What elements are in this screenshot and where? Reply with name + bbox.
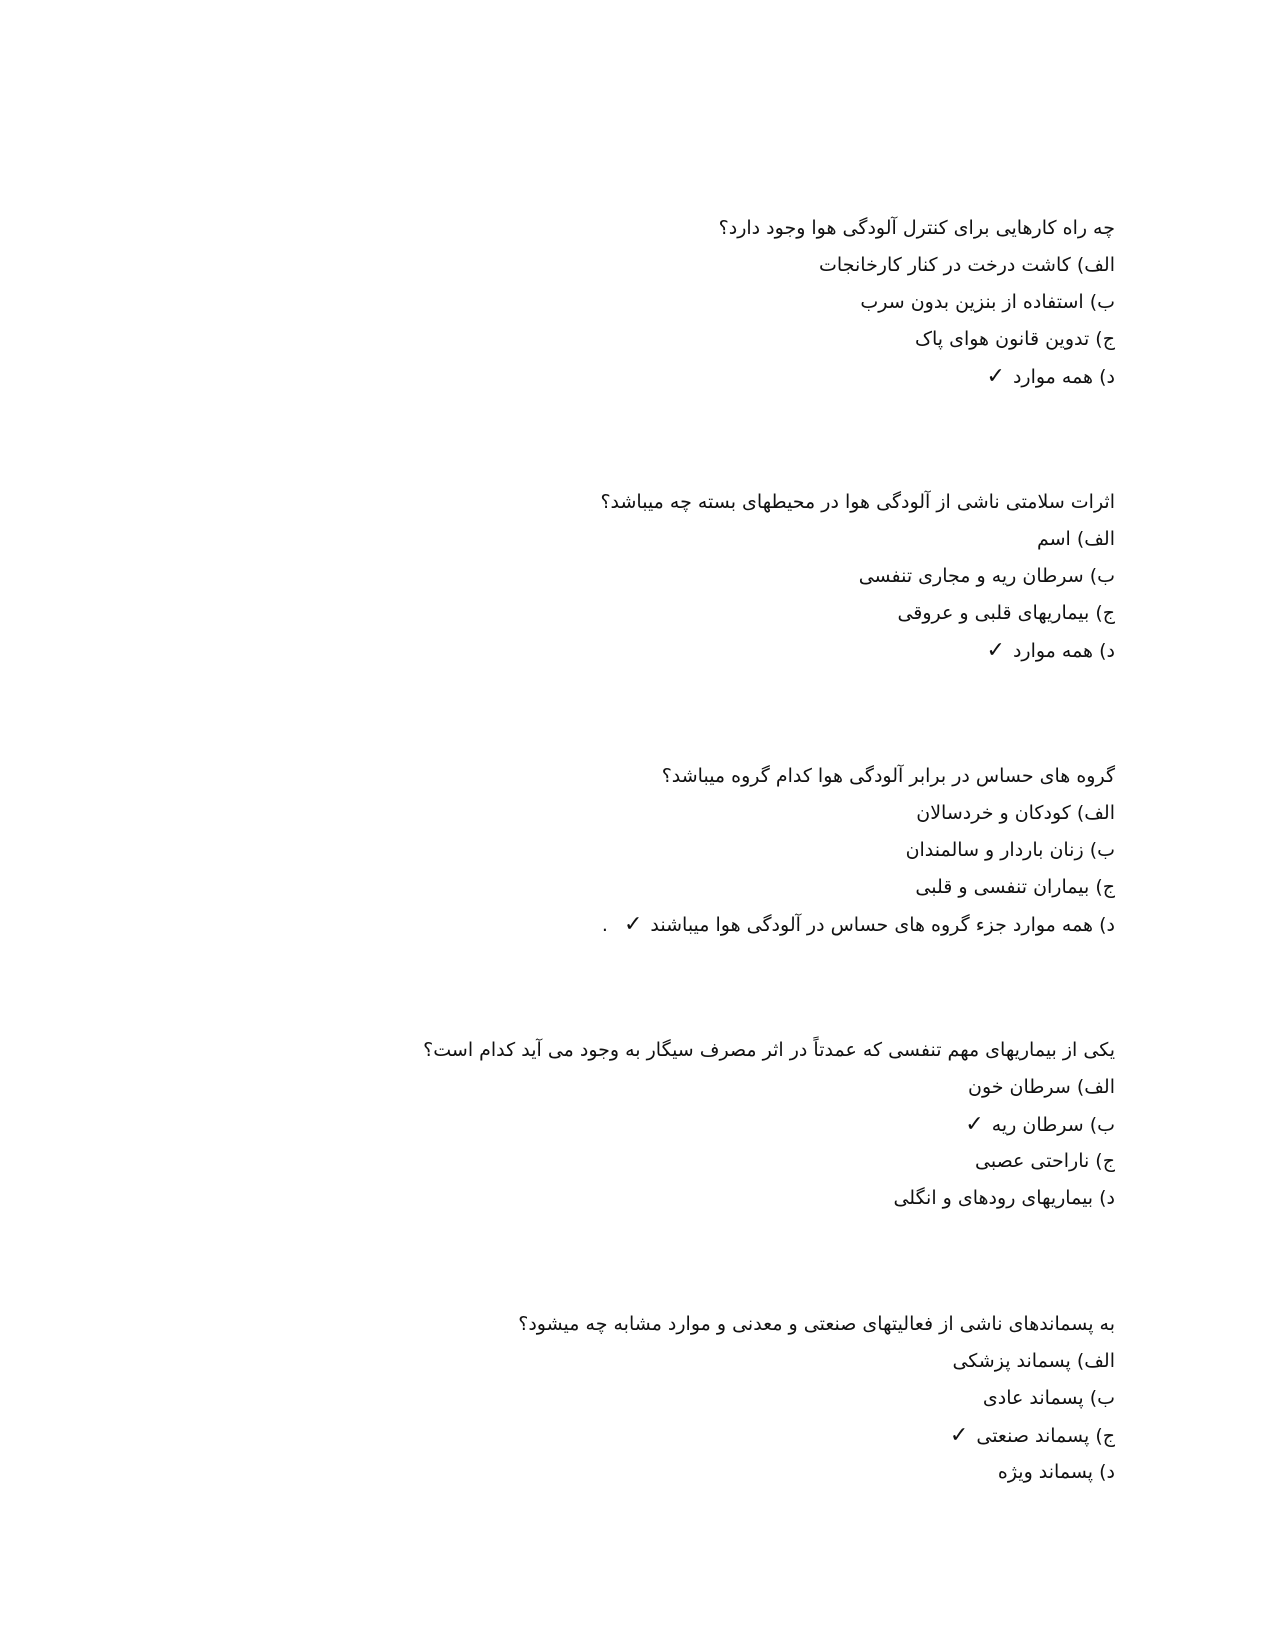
option-b: [355, 832, 1115, 869]
option-c: [355, 1417, 1115, 1454]
option-a: [355, 521, 1115, 558]
option-d: [355, 906, 1115, 943]
option-text: الف) پسماند پزشکی: [952, 1350, 1115, 1372]
option-d: [355, 358, 1115, 395]
option-text: ج) بیماران تنفسی و قلبی: [915, 876, 1115, 898]
question-text: چه راه کارهایی برای کنترل آلودگی هوا وجود دارد؟: [718, 217, 1115, 239]
option-text: الف) سرطان خون: [967, 1076, 1115, 1098]
check-mark-icon: ✓: [986, 364, 1005, 389]
option-text: د) بیماریهای رودهای و انگلی: [893, 1187, 1115, 1209]
option-b: [355, 1380, 1115, 1417]
question-4: [355, 1032, 1115, 1217]
option-a: [355, 1343, 1115, 1380]
check-mark-icon: ✓: [949, 1423, 969, 1448]
option-text: ب) استفاده از بنزین بدون سرب: [860, 291, 1115, 313]
option-text: ج) تدوین قانون هوای پاک: [914, 328, 1115, 350]
option-c: [355, 595, 1115, 632]
option-b: [355, 284, 1115, 321]
option-a: [355, 1069, 1115, 1106]
question-1: [355, 210, 1115, 395]
question-text: به پسماندهای ناشی از فعالیتهای صنعتی و معدنی و موارد مشابه چه میشود؟: [518, 1313, 1115, 1335]
option-text: الف) کودکان و خردسالان: [916, 802, 1115, 824]
option-c: [355, 1143, 1115, 1180]
option-c: [355, 869, 1115, 906]
check-mark-icon: ✓: [965, 1112, 984, 1137]
option-text: الف) اسم: [1036, 528, 1115, 550]
option-text: الف) کاشت درخت در کنار کارخانجات: [819, 254, 1115, 276]
check-mark-icon: ✓: [986, 638, 1005, 663]
question-2: [355, 484, 1115, 669]
option-text: ب) سرطان ریه: [991, 1114, 1115, 1136]
check-mark-icon: ✓: [623, 912, 643, 937]
option-text: ب) سرطان ریه و مجاری تنفسی: [858, 565, 1115, 587]
option-c: [355, 321, 1115, 358]
question-text: گروه های حساس در برابر آلودگی هوا کدام گروه میباشد؟: [661, 765, 1115, 787]
option-b: [355, 1106, 1115, 1143]
option-text: د) همه موارد: [1012, 640, 1115, 662]
option-d: [355, 1454, 1115, 1491]
option-d: [355, 1180, 1115, 1217]
option-text: ج) بیماریهای قلبی و عروقی: [897, 602, 1115, 624]
question-text: اثرات سلامتی ناشی از آلودگی هوا در محیطهای بسته چه میباشد؟: [600, 491, 1115, 513]
option-text: د) پسماند ویژه: [997, 1461, 1115, 1483]
trailing-period: .: [601, 914, 608, 936]
option-text: د) همه موارد جزء گروه های حساس در آلودگی هوا میباشند: [650, 914, 1115, 936]
option-text: ج) ناراحتی عصبی: [975, 1150, 1115, 1172]
question-5: [355, 1306, 1115, 1491]
option-b: [355, 558, 1115, 595]
option-text: ج) پسماند صنعتی: [976, 1425, 1115, 1447]
option-d: [355, 632, 1115, 669]
question-3: [355, 758, 1115, 943]
option-text: ب) زنان باردار و سالمندان: [905, 839, 1115, 861]
option-a: [355, 795, 1115, 832]
option-text: ب) پسماند عادی: [982, 1387, 1115, 1409]
question-text: یکی از بیماریهای مهم تنفسی که عمدتاً در اثر مصرف سیگار به وجود می آید کدام است؟: [423, 1039, 1115, 1061]
option-a: [355, 247, 1115, 284]
option-text: د) همه موارد: [1012, 366, 1115, 388]
